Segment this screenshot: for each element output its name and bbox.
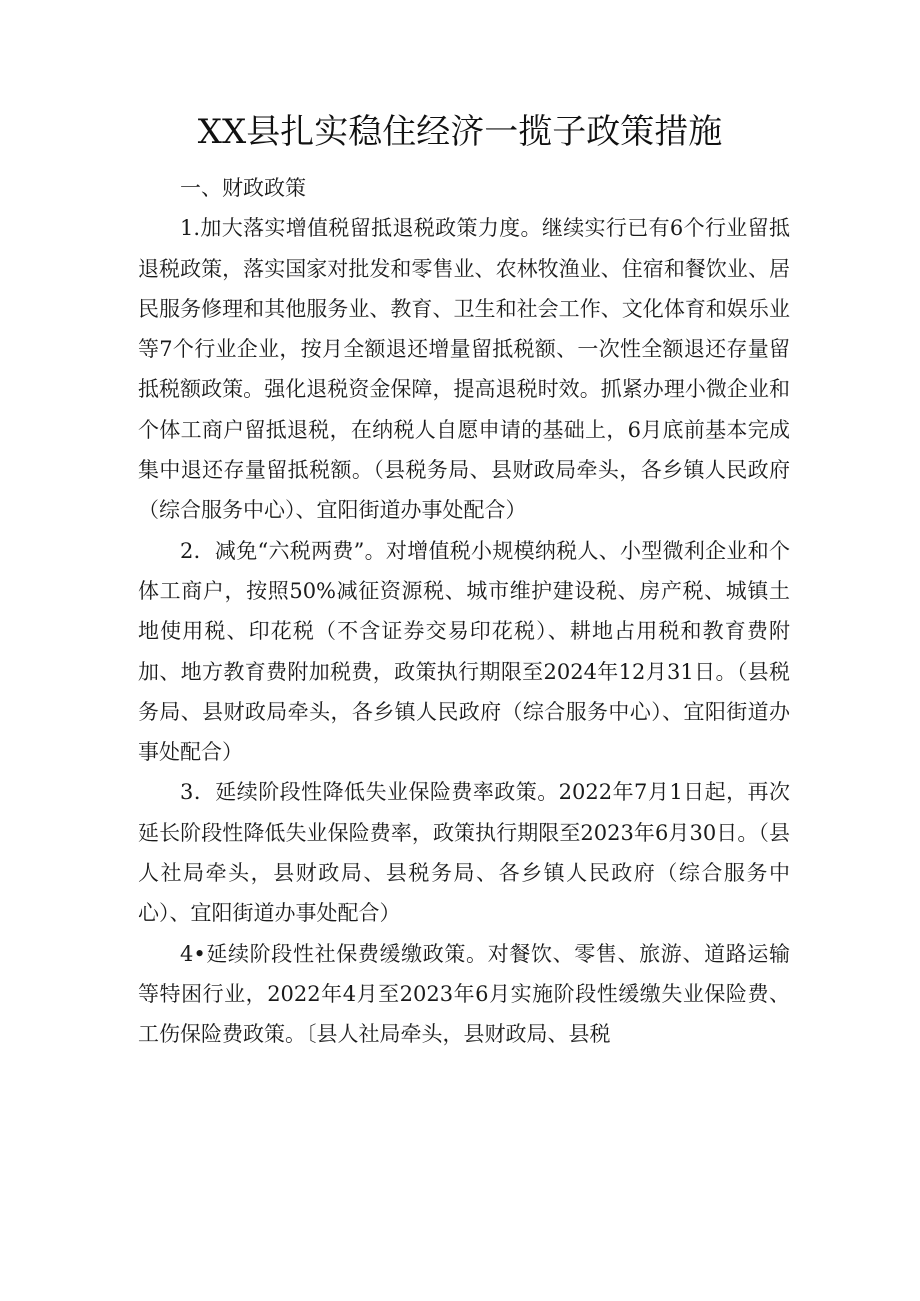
- section-heading: 一、财政政策: [180, 176, 306, 200]
- paragraph-1: 1.加大落实增值税留抵退税政策力度。继续实行已有6个行业留抵退税政策，落实国家对批发和零售业、农林牧渔业、住宿和餐饮业、居民服务修理和其他服务业、教育、卫生和社会工作、文化体育和娱乐业等7个行业企业，按月全额退还增量留抵税额、一次性全额退还存量留抵税额政策。强化退税资金保障，提高退税时效。抓紧办理小微企业和个体工商户留抵退税，在纳税人自愿申请的基础上，6月底前基本完成集中退还存量留抵税额。（县税务局、县财政局牵头，各乡镇人民政府（综合服务中心）、宜阳街道办事处配合）: [138, 216, 790, 523]
- paragraph-2: 2．减免“六税两费”。对增值税小规模纳税人、小型微利企业和个体工商户，按照50%减征资源税、城市维护建设税、房产税、城镇土地使用税、印花税（不含证券交易印花税）、耕地占用税和教育费附加、地方教育费附加税费，政策执行期限至2024年12月31日。（县税务局、县财政局牵头，各乡镇人民政府（综合服务中心）、宜阳街道办事处配合）: [138, 538, 790, 765]
- document-body: [138, 168, 790, 1055]
- document-title: XX县扎实稳住经济一揽子政策措施: [197, 112, 723, 152]
- paragraph-3: 3．延续阶段性降低失业保险费率政策。2022年7月1日起，再次延长阶段性降低失业保险费率，政策执行期限至2023年6月30日。（县人社局牵头，县财政局、县税务局、各乡镇人民政府（综合服务中心）、宜阳街道办事处配合）: [138, 780, 790, 926]
- paragraph-4: 4•延续阶段性社保费缓缴政策。对餐饮、零售、旅游、道路运输等特困行业，2022年4月至2023年6月实施阶段性缓缴失业保险费、工伤保险费政策。〔县人社局牵头，县财政局、县税: [138, 941, 790, 1047]
